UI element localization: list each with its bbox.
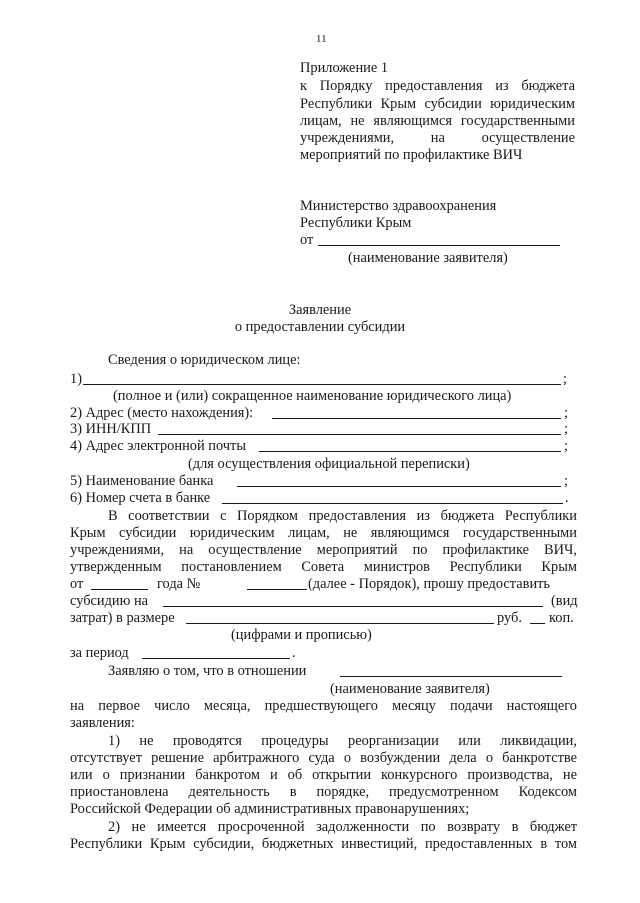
appendix-line: к Порядку предоставления из бюджета — [300, 78, 575, 94]
paragraph-line: 2) не имеется просроченной задолженности по возврату в бюджет — [108, 819, 577, 835]
paragraph-line: Крым субсидии юридическим лицам, не являющимся государственными — [70, 525, 577, 541]
email-label: 4) Адрес электронной почты — [70, 438, 246, 454]
period-field-line — [142, 658, 290, 659]
period-end: . — [292, 645, 296, 661]
from-label: от — [70, 576, 84, 592]
kop-field-line — [530, 623, 545, 624]
decree-number-field-line — [247, 589, 307, 590]
document-title: Заявление — [288, 302, 352, 318]
bank-name-label: 5) Наименование банка — [70, 473, 214, 489]
address-label: 2) Адрес (место нахождения): — [70, 405, 254, 421]
year-number-label: года № — [157, 576, 201, 592]
paragraph-text: (далее - Порядок), прошу предоставить — [308, 576, 550, 592]
applicant-name-hint: (наименование заявителя) — [348, 250, 508, 266]
decree-date-field-line — [91, 589, 148, 590]
declarant-name-hint: (наименование заявителя) — [330, 681, 490, 697]
expense-type-field-line — [163, 606, 543, 607]
address-field-line — [272, 418, 561, 419]
item-end: . — [565, 490, 569, 506]
paragraph-line: на первое число месяца, предшествующего месяцу подачи настоящего — [70, 698, 577, 714]
amount-field-line — [186, 623, 494, 624]
item-end: ; — [564, 473, 568, 489]
email-field-line — [259, 451, 561, 452]
appendix-line: Республики Крым субсидии юридическим — [300, 96, 575, 112]
subsidy-for-label: субсидию на — [70, 593, 149, 609]
paragraph-line: приостановлена деятельность в порядке, предусмотренном Кодексом — [70, 784, 577, 800]
appendix-line: мероприятий по профилактике ВИЧ — [300, 147, 523, 163]
paragraph-line: Российской Федерации об административных правонарушениях; — [70, 801, 470, 817]
paragraph-line: 1) не проводятся процедуры реорганизации или ликвидации, — [108, 733, 577, 749]
legal-name-field-line — [83, 384, 561, 385]
amount-hint: (цифрами и прописью) — [231, 627, 372, 643]
bank-account-label: 6) Номер счета в банке — [70, 490, 211, 506]
amount-label: затрат) в размере — [70, 610, 175, 626]
bank-account-field-line — [222, 503, 563, 504]
legal-info-heading: Сведения о юридическом лице: — [108, 352, 301, 368]
item-end: ; — [564, 405, 568, 421]
appendix-line: лицам, не являющимся государственными — [300, 113, 575, 129]
inn-kpp-label: 3) ИНН/КПП — [70, 421, 152, 437]
paragraph-text: (вид — [551, 593, 578, 609]
inn-kpp-field-line — [158, 434, 561, 435]
paragraph-line: учреждениями, на осуществление мероприятий по профилактике ВИЧ, — [70, 542, 577, 558]
paragraph-line: Республики Крым субсидии, бюджетных инвестиций, предоставленных в том — [70, 836, 577, 852]
addressee-line: Республики Крым — [300, 215, 412, 231]
period-label: за период — [70, 645, 129, 661]
rub-label: руб. — [497, 610, 522, 626]
item-end: ; — [564, 421, 568, 437]
addressee-line: Министерство здравоохранения — [300, 198, 497, 214]
legal-name-hint: (полное и (или) сокращенное наименование юридического лица) — [113, 388, 512, 404]
page-number: 11 — [316, 33, 327, 45]
document-subtitle: о предоставлении субсидии — [234, 319, 406, 335]
paragraph-line: В соответствии с Порядком предоставления из бюджета Республики — [108, 508, 577, 524]
bank-name-field-line — [237, 486, 561, 487]
from-label: от — [300, 232, 314, 248]
paragraph-line: отсутствует решение арбитражного суда о возбуждении дела о банкротстве — [70, 750, 577, 766]
item-end: ; — [564, 438, 568, 454]
item-end: ; — [563, 371, 567, 387]
declaration-intro: Заявляю о том, что в отношении — [108, 663, 307, 679]
email-hint: (для осуществления официальной переписки) — [188, 456, 470, 472]
declarant-name-field-line — [340, 676, 562, 677]
applicant-name-field-line — [318, 245, 560, 246]
paragraph-line: или о признании банкротом и об открытии конкурсного производства, не — [70, 767, 577, 783]
kop-label: коп. — [549, 610, 574, 626]
appendix-title: Приложение 1 — [300, 60, 389, 76]
paragraph-line: заявления: — [70, 715, 135, 731]
appendix-line: учреждениями, на осуществление — [300, 130, 575, 146]
item-number: 1) — [70, 371, 82, 387]
paragraph-line: утвержденным постановлением Совета министров Республики Крым — [70, 559, 577, 575]
